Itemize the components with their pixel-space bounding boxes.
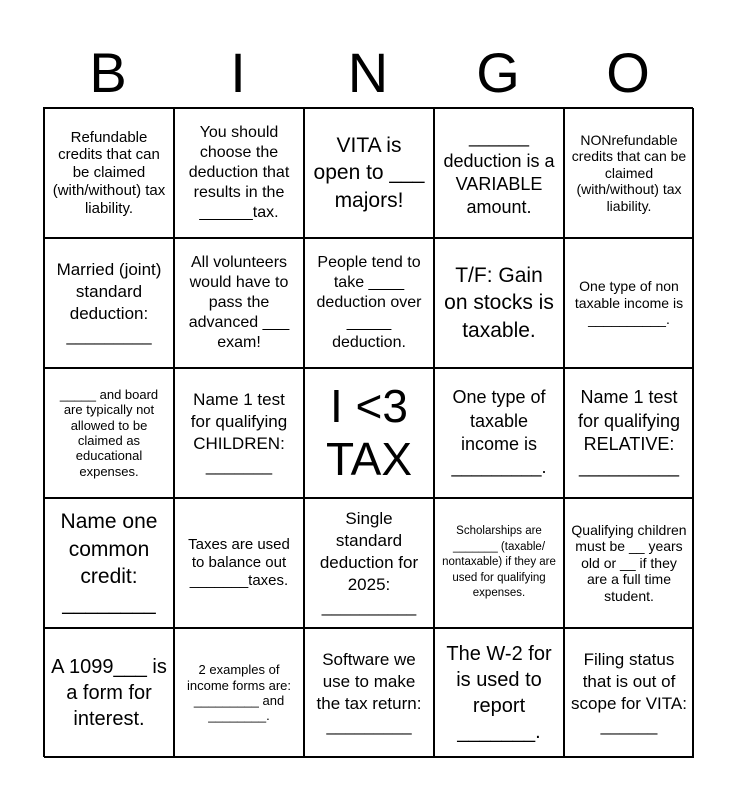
bingo-cell[interactable]: Name 1 test for qualifying RELATIVE: __________	[564, 368, 694, 498]
bingo-card	[43, 107, 693, 757]
bingo-cell[interactable]: T/F: Gain on stocks is taxable.	[434, 238, 564, 368]
bingo-cell[interactable]: The W-2 for is used to report _______.	[434, 628, 564, 758]
bingo-cell[interactable]: One type of non taxable income is __________.	[564, 238, 694, 368]
header-letter-g: G	[476, 41, 520, 104]
bingo-cell[interactable]: NONrefundable credits that can be claimed (with/without) tax liability.	[564, 108, 694, 238]
header-letter-b: B	[89, 41, 127, 104]
bingo-cell[interactable]: A 1099___ is a form for interest.	[44, 628, 174, 758]
bingo-cell[interactable]: Scholarships are _______ (taxable/ nontaxable) if they are used for qualifying expenses.	[434, 498, 564, 628]
bingo-header	[43, 42, 693, 104]
bingo-cell[interactable]: VITA is open to ___ majors!	[304, 108, 434, 238]
bingo-cell[interactable]: Single standard deduction for 2025: __________	[304, 498, 434, 628]
header-letter-i: I	[230, 41, 246, 104]
bingo-cell[interactable]: Name 1 test for qualifying CHILDREN: _______	[174, 368, 304, 498]
bingo-cell[interactable]: Qualifying children must be __ years old or __ if they are a full time student.	[564, 498, 694, 628]
bingo-cell[interactable]: _____ and board are typically not allowed to be claimed as educational expenses.	[44, 368, 174, 498]
bingo-cell[interactable]: Name one common credit: ________	[44, 498, 174, 628]
header-letter-o: O	[606, 41, 650, 104]
free-space[interactable]: I <3 TAX	[304, 368, 434, 498]
bingo-cell[interactable]: Software we use to make the tax return: _________	[304, 628, 434, 758]
bingo-cell[interactable]: 2 examples of income forms are: _________ and ________.	[174, 628, 304, 758]
bingo-cell[interactable]: ______ deduction is a VARIABLE amount.	[434, 108, 564, 238]
header-letter-n: N	[347, 41, 389, 104]
bingo-cell[interactable]: Taxes are used to balance out _______taxes.	[174, 498, 304, 628]
bingo-cell[interactable]: One type of taxable income is _________.	[434, 368, 564, 498]
bingo-cell[interactable]: Filing status that is out of scope for VITA: ______	[564, 628, 694, 758]
bingo-cell[interactable]: Married (joint) standard deduction: _________	[44, 238, 174, 368]
bingo-cell[interactable]: People tend to take ____ deduction over _____ deduction.	[304, 238, 434, 368]
bingo-cell[interactable]: Refundable credits that can be claimed (with/without) tax liability.	[44, 108, 174, 238]
bingo-cell[interactable]: All volunteers would have to pass the advanced ___ exam!	[174, 238, 304, 368]
bingo-cell[interactable]: You should choose the deduction that results in the ______tax.	[174, 108, 304, 238]
